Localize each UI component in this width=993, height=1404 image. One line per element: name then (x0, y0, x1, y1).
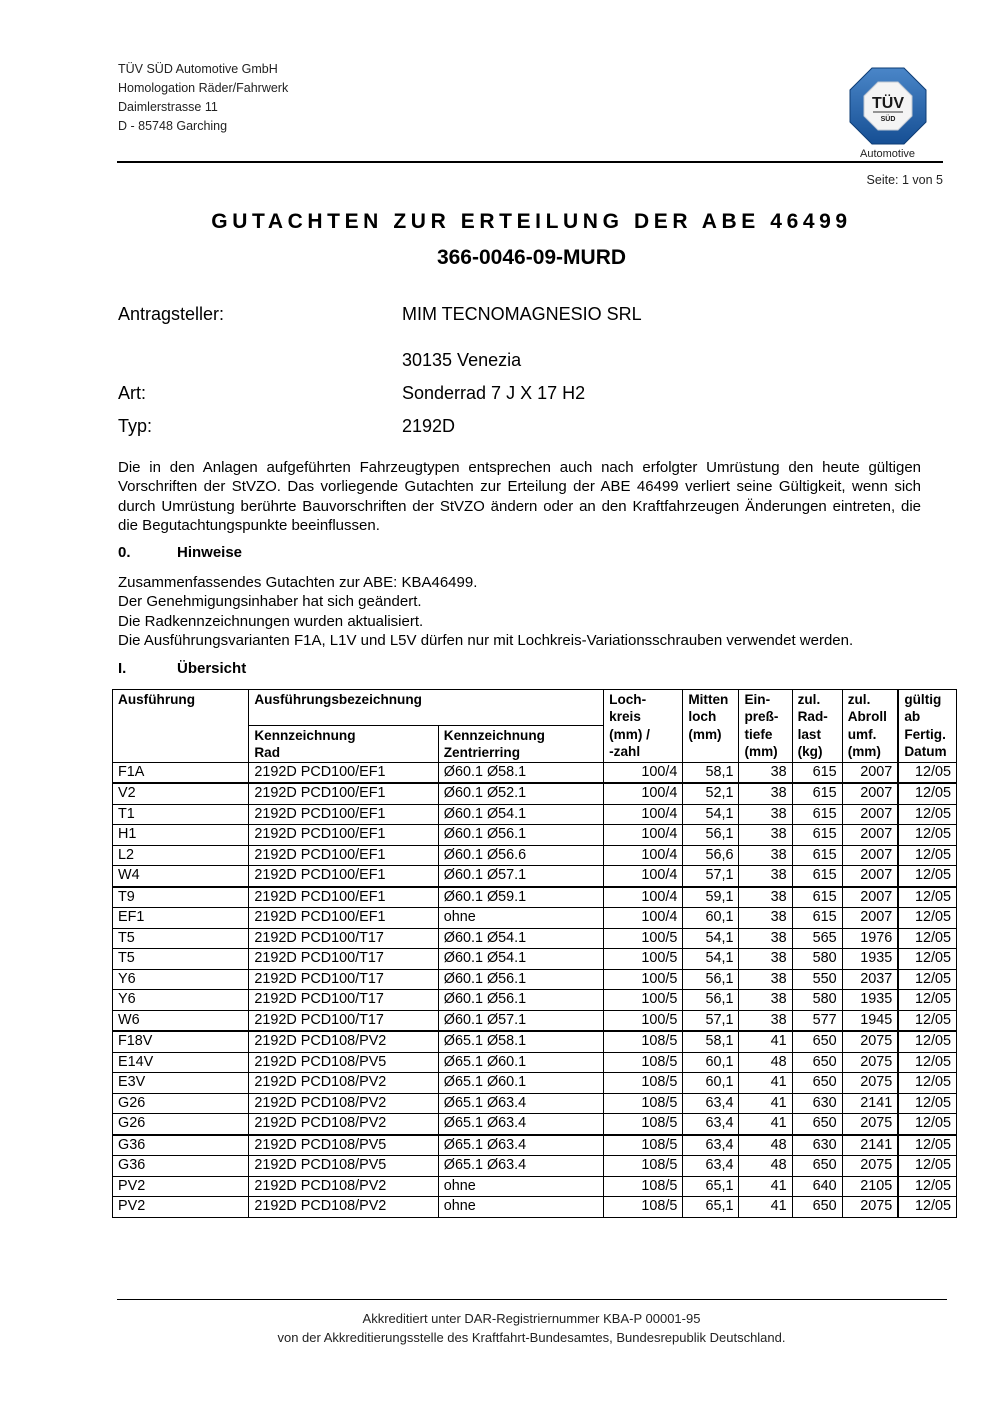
cell-mittenloch: 59,1 (683, 887, 739, 908)
cell-radlast: 615 (792, 783, 842, 804)
section-title: Hinweise (177, 544, 243, 561)
cell-gueltig-ab: 12/05 (898, 928, 956, 949)
cell-gueltig-ab: 12/05 (898, 783, 956, 804)
logo-text-tuv: TÜV (872, 95, 904, 112)
header-mittenloch: Mitten loch (mm) (683, 690, 739, 763)
table-row (113, 1114, 957, 1135)
cell-kennzeichnung-rad: 2192D PCD108/PV5 (249, 1052, 438, 1073)
art-label: Art: (118, 383, 147, 403)
cell-gueltig-ab: 12/05 (898, 1052, 956, 1073)
cell-abrollumfang: 2007 (842, 783, 898, 804)
cell-lochkreis: 100/4 (604, 908, 683, 929)
cell-radlast: 650 (792, 1031, 842, 1052)
cell-einpresstiefe: 38 (739, 908, 792, 929)
cell-zentrierring: ohne (438, 908, 603, 929)
cell-gueltig-ab: 12/05 (898, 1197, 956, 1218)
cell-abrollumfang: 2075 (842, 1156, 898, 1177)
cell-zentrierring: Ø60.1 Ø54.1 (438, 928, 603, 949)
section-heading-uebersicht (118, 660, 246, 677)
cell-einpresstiefe: 48 (739, 1052, 792, 1073)
cell-lochkreis: 108/5 (604, 1052, 683, 1073)
cell-radlast: 580 (792, 990, 842, 1011)
cell-abrollumfang: 2007 (842, 825, 898, 846)
cell-lochkreis: 108/5 (604, 1114, 683, 1135)
header-gueltig: gültig ab Fertig. Datum (898, 690, 956, 763)
cell-lochkreis: 100/4 (604, 845, 683, 866)
cell-mittenloch: 60,1 (683, 908, 739, 929)
cell-lochkreis: 100/4 (604, 762, 683, 783)
table-row (113, 969, 957, 990)
cell-zentrierring: Ø60.1 Ø52.1 (438, 783, 603, 804)
cell-ausfuehrung: E3V (113, 1073, 249, 1094)
cell-zentrierring: Ø65.1 Ø63.4 (438, 1114, 603, 1135)
section-number: I. (118, 660, 127, 677)
cell-gueltig-ab: 12/05 (898, 1156, 956, 1177)
cell-gueltig-ab: 12/05 (898, 845, 956, 866)
cell-abrollumfang: 2075 (842, 1073, 898, 1094)
table-row (113, 1010, 957, 1031)
cell-zentrierring: Ø65.1 Ø60.1 (438, 1052, 603, 1073)
footer (0, 1309, 993, 1347)
cell-mittenloch: 56,1 (683, 825, 739, 846)
table-row (113, 908, 957, 929)
cell-radlast: 615 (792, 908, 842, 929)
header-einpresstiefe: Ein- preß- tiefe (mm) (739, 690, 792, 763)
cell-abrollumfang: 2007 (842, 762, 898, 783)
applicant-city: 30135 Venezia (402, 350, 522, 370)
cell-kennzeichnung-rad: 2192D PCD108/PV5 (249, 1156, 438, 1177)
cell-kennzeichnung-rad: 2192D PCD100/T17 (249, 990, 438, 1011)
cell-ausfuehrung: F1A (113, 762, 249, 783)
table-row (113, 825, 957, 846)
logo-caption: Automotive (860, 148, 916, 160)
cell-radlast: 577 (792, 1010, 842, 1031)
section-heading-hinweise (118, 544, 242, 561)
cell-ausfuehrung: T1 (113, 804, 249, 825)
tuv-sud-logo-icon (848, 66, 928, 146)
cell-abrollumfang: 1945 (842, 1010, 898, 1031)
cell-gueltig-ab: 12/05 (898, 825, 956, 846)
typ-label: Typ: (118, 416, 153, 436)
cell-radlast: 650 (792, 1052, 842, 1073)
cell-einpresstiefe: 38 (739, 1010, 792, 1031)
cell-mittenloch: 54,1 (683, 928, 739, 949)
cell-einpresstiefe: 41 (739, 1093, 792, 1114)
cell-einpresstiefe: 38 (739, 969, 792, 990)
cell-mittenloch: 60,1 (683, 1073, 739, 1094)
section-number: 0. (118, 544, 131, 561)
cell-radlast: 615 (792, 762, 842, 783)
cell-zentrierring: Ø60.1 Ø57.1 (438, 866, 603, 887)
cell-zentrierring: Ø60.1 Ø58.1 (438, 762, 603, 783)
cell-einpresstiefe: 38 (739, 949, 792, 970)
cell-einpresstiefe: 38 (739, 887, 792, 908)
cell-lochkreis: 108/5 (604, 1176, 683, 1197)
header-ausfuehrung: Ausführung (113, 690, 249, 763)
cell-gueltig-ab: 12/05 (898, 949, 956, 970)
cell-abrollumfang: 2141 (842, 1093, 898, 1114)
cell-abrollumfang: 2075 (842, 1197, 898, 1218)
cell-lochkreis: 100/4 (604, 887, 683, 908)
cell-zentrierring: Ø60.1 Ø57.1 (438, 1010, 603, 1031)
cell-einpresstiefe: 38 (739, 804, 792, 825)
cell-abrollumfang: 2075 (842, 1052, 898, 1073)
cell-kennzeichnung-rad: 2192D PCD108/PV2 (249, 1176, 438, 1197)
cell-radlast: 650 (792, 1114, 842, 1135)
note-item: Die Radkennzeichnungen wurden aktualisiert. (118, 612, 424, 630)
note-item: Der Genehmigungsinhaber hat sich geändert. (118, 593, 422, 611)
cell-ausfuehrung: EF1 (113, 908, 249, 929)
cell-radlast: 650 (792, 1197, 842, 1218)
document-title: GUTACHTEN ZUR ERTEILUNG DER ABE 46499 (211, 210, 852, 233)
cell-ausfuehrung: W6 (113, 1010, 249, 1031)
cell-abrollumfang: 2007 (842, 804, 898, 825)
table-row (113, 866, 957, 887)
cell-kennzeichnung-rad: 2192D PCD108/PV2 (249, 1197, 438, 1218)
cell-kennzeichnung-rad: 2192D PCD100/T17 (249, 1010, 438, 1031)
cell-abrollumfang: 2007 (842, 866, 898, 887)
cell-kennzeichnung-rad: 2192D PCD108/PV2 (249, 1114, 438, 1135)
cell-einpresstiefe: 38 (739, 866, 792, 887)
cell-gueltig-ab: 12/05 (898, 1073, 956, 1094)
cell-abrollumfang: 1935 (842, 990, 898, 1011)
cell-mittenloch: 54,1 (683, 949, 739, 970)
cell-gueltig-ab: 12/05 (898, 1031, 956, 1052)
cell-ausfuehrung: H1 (113, 825, 249, 846)
cell-einpresstiefe: 38 (739, 928, 792, 949)
cell-lochkreis: 108/5 (604, 1073, 683, 1094)
cell-kennzeichnung-rad: 2192D PCD108/PV5 (249, 1135, 438, 1156)
cell-einpresstiefe: 38 (739, 762, 792, 783)
cell-ausfuehrung: PV2 (113, 1197, 249, 1218)
cell-ausfuehrung: V2 (113, 783, 249, 804)
cell-lochkreis: 100/4 (604, 825, 683, 846)
cell-kennzeichnung-rad: 2192D PCD100/EF1 (249, 825, 438, 846)
cell-mittenloch: 60,1 (683, 1052, 739, 1073)
cell-lochkreis: 100/4 (604, 804, 683, 825)
cell-lochkreis: 100/5 (604, 928, 683, 949)
note-item: Zusammenfassendes Gutachten zur ABE: KBA46499. (118, 574, 478, 591)
cell-ausfuehrung: F18V (113, 1031, 249, 1052)
cell-ausfuehrung: T9 (113, 887, 249, 908)
logo-text-sud: SÜD (880, 116, 896, 123)
cell-radlast: 615 (792, 845, 842, 866)
table-row (113, 990, 957, 1011)
table-row (113, 804, 957, 825)
intro-paragraph: Die in den Anlagen aufgeführten Fahrzeugtypen entsprechen auch nach erfolgter Umrüstung den heute gültigen Vorschriften der StVZO. Das vorliegende Gutachten zur Erteilung der ABE 46499 verliert seine Gültigkeit, wenn sich durch Umrüstung berührte Bauvorschriften der StVZO ändern oder an den Kraftfahrzeugen Änderungen eintreten, die die Begutachtungspunkte beeinflussen. (118, 459, 921, 534)
cell-gueltig-ab: 12/05 (898, 887, 956, 908)
cell-einpresstiefe: 38 (739, 990, 792, 1011)
cell-abrollumfang: 2141 (842, 1135, 898, 1156)
cell-ausfuehrung: G26 (113, 1093, 249, 1114)
table-row (113, 1176, 957, 1197)
cell-lochkreis: 108/5 (604, 1197, 683, 1218)
cell-zentrierring: ohne (438, 1197, 603, 1218)
cell-zentrierring: Ø60.1 Ø59.1 (438, 887, 603, 908)
header-abrollumfang: zul. Abroll umf. (mm) (842, 690, 898, 763)
table-header-row (113, 690, 957, 726)
cell-zentrierring: Ø60.1 Ø54.1 (438, 804, 603, 825)
table-row (113, 845, 957, 866)
cell-abrollumfang: 1976 (842, 928, 898, 949)
cell-mittenloch: 65,1 (683, 1197, 739, 1218)
table-row (113, 1031, 957, 1052)
cell-gueltig-ab: 12/05 (898, 762, 956, 783)
cell-mittenloch: 52,1 (683, 783, 739, 804)
cell-radlast: 650 (792, 1073, 842, 1094)
cell-mittenloch: 56,1 (683, 969, 739, 990)
cell-gueltig-ab: 12/05 (898, 1093, 956, 1114)
cell-ausfuehrung: G26 (113, 1114, 249, 1135)
table-row (113, 1197, 957, 1218)
cell-gueltig-ab: 12/05 (898, 1010, 956, 1031)
cell-einpresstiefe: 41 (739, 1176, 792, 1197)
applicant-label: Antragsteller: (118, 304, 225, 324)
cell-mittenloch: 57,1 (683, 1010, 739, 1031)
art-value: Sonderrad 7 J X 17 H2 (402, 383, 586, 403)
cell-einpresstiefe: 41 (739, 1073, 792, 1094)
cell-kennzeichnung-rad: 2192D PCD100/EF1 (249, 866, 438, 887)
cell-kennzeichnung-rad: 2192D PCD100/EF1 (249, 845, 438, 866)
cell-kennzeichnung-rad: 2192D PCD108/PV2 (249, 1093, 438, 1114)
cell-ausfuehrung: L2 (113, 845, 249, 866)
cell-radlast: 615 (792, 866, 842, 887)
cell-zentrierring: Ø65.1 Ø63.4 (438, 1135, 603, 1156)
cell-ausfuehrung: T5 (113, 949, 249, 970)
cell-mittenloch: 58,1 (683, 1031, 739, 1052)
cell-einpresstiefe: 48 (739, 1135, 792, 1156)
cell-lochkreis: 100/5 (604, 949, 683, 970)
footer-line: von der Akkreditierungsstelle des Kraftfahrt-Bundesamtes, Bundesrepublik Deutschland. (277, 1330, 786, 1345)
table-body (113, 762, 957, 1217)
cell-zentrierring: Ø60.1 Ø56.6 (438, 845, 603, 866)
cell-ausfuehrung: T5 (113, 928, 249, 949)
footer-divider (117, 1299, 947, 1300)
table-row (113, 1135, 957, 1156)
page-number: Seite: 1 von 5 (866, 173, 943, 187)
table-row (113, 783, 957, 804)
cell-mittenloch: 56,6 (683, 845, 739, 866)
cell-gueltig-ab: 12/05 (898, 1135, 956, 1156)
cell-zentrierring: Ø65.1 Ø60.1 (438, 1073, 603, 1094)
table-row (113, 1156, 957, 1177)
cell-lochkreis: 100/4 (604, 866, 683, 887)
cell-lochkreis: 108/5 (604, 1135, 683, 1156)
cell-mittenloch: 56,1 (683, 990, 739, 1011)
cell-radlast: 615 (792, 887, 842, 908)
footer-line: Akkreditiert unter DAR-Registriernummer KBA-P 00001-95 (362, 1311, 701, 1326)
cell-mittenloch: 65,1 (683, 1176, 739, 1197)
cell-zentrierring: Ø60.1 Ø56.1 (438, 969, 603, 990)
document-number: 366-0046-09-MURD (436, 246, 627, 269)
sender-address (118, 60, 288, 136)
cell-radlast: 615 (792, 825, 842, 846)
cell-zentrierring: Ø60.1 Ø56.1 (438, 825, 603, 846)
cell-radlast: 615 (792, 804, 842, 825)
cell-mittenloch: 63,4 (683, 1156, 739, 1177)
header-divider (117, 161, 943, 163)
cell-ausfuehrung: Y6 (113, 990, 249, 1011)
cell-radlast: 550 (792, 969, 842, 990)
cell-lochkreis: 100/4 (604, 783, 683, 804)
cell-abrollumfang: 2075 (842, 1031, 898, 1052)
header-bezeichnung: Ausführungsbezeichnung (249, 690, 604, 726)
cell-abrollumfang: 2037 (842, 969, 898, 990)
cell-einpresstiefe: 41 (739, 1197, 792, 1218)
cell-kennzeichnung-rad: 2192D PCD100/EF1 (249, 887, 438, 908)
cell-lochkreis: 100/5 (604, 990, 683, 1011)
cell-radlast: 650 (792, 1156, 842, 1177)
cell-lochkreis: 100/5 (604, 969, 683, 990)
cell-zentrierring: Ø60.1 Ø56.1 (438, 990, 603, 1011)
cell-kennzeichnung-rad: 2192D PCD108/PV2 (249, 1031, 438, 1052)
cell-radlast: 630 (792, 1135, 842, 1156)
cell-ausfuehrung: PV2 (113, 1176, 249, 1197)
cell-gueltig-ab: 12/05 (898, 804, 956, 825)
table-row (113, 1093, 957, 1114)
table-row (113, 887, 957, 908)
cell-abrollumfang: 1935 (842, 949, 898, 970)
table-row (113, 949, 957, 970)
note-item: Die Ausführungsvarianten F1A, L1V und L5V dürfen nur mit Lochkreis-Variationsschrauben verwendet werden. (118, 631, 854, 649)
cell-mittenloch: 63,4 (683, 1114, 739, 1135)
cell-einpresstiefe: 48 (739, 1156, 792, 1177)
cell-einpresstiefe: 38 (739, 825, 792, 846)
cell-abrollumfang: 2075 (842, 1114, 898, 1135)
cell-kennzeichnung-rad: 2192D PCD100/T17 (249, 969, 438, 990)
cell-radlast: 640 (792, 1176, 842, 1197)
cell-zentrierring: Ø65.1 Ø58.1 (438, 1031, 603, 1052)
cell-radlast: 630 (792, 1093, 842, 1114)
table-row (113, 1073, 957, 1094)
cell-gueltig-ab: 12/05 (898, 990, 956, 1011)
cell-lochkreis: 100/5 (604, 1010, 683, 1031)
address-line: Daimlerstrasse 11 (118, 100, 218, 114)
cell-einpresstiefe: 41 (739, 1031, 792, 1052)
cell-zentrierring: ohne (438, 1176, 603, 1197)
cell-abrollumfang: 2007 (842, 845, 898, 866)
table-row (113, 762, 957, 783)
cell-mittenloch: 58,1 (683, 762, 739, 783)
cell-abrollumfang: 2007 (842, 908, 898, 929)
cell-ausfuehrung: G36 (113, 1135, 249, 1156)
cell-kennzeichnung-rad: 2192D PCD100/EF1 (249, 783, 438, 804)
cell-einpresstiefe: 38 (739, 783, 792, 804)
cell-ausfuehrung: E14V (113, 1052, 249, 1073)
cell-ausfuehrung: W4 (113, 866, 249, 887)
address-line: D - 85748 Garching (118, 119, 228, 133)
cell-kennzeichnung-rad: 2192D PCD100/EF1 (249, 804, 438, 825)
cell-einpresstiefe: 38 (739, 845, 792, 866)
cell-mittenloch: 63,4 (683, 1093, 739, 1114)
typ-value: 2192D (402, 416, 456, 436)
cell-gueltig-ab: 12/05 (898, 908, 956, 929)
cell-lochkreis: 108/5 (604, 1093, 683, 1114)
cell-gueltig-ab: 12/05 (898, 1114, 956, 1135)
overview-table (112, 689, 957, 1218)
cell-kennzeichnung-rad: 2192D PCD100/EF1 (249, 762, 438, 783)
cell-gueltig-ab: 12/05 (898, 969, 956, 990)
cell-abrollumfang: 2105 (842, 1176, 898, 1197)
cell-gueltig-ab: 12/05 (898, 866, 956, 887)
cell-einpresstiefe: 41 (739, 1114, 792, 1135)
notes-list (118, 573, 853, 650)
cell-kennzeichnung-rad: 2192D PCD100/T17 (249, 928, 438, 949)
cell-zentrierring: Ø65.1 Ø63.4 (438, 1156, 603, 1177)
cell-mittenloch: 57,1 (683, 866, 739, 887)
cell-kennzeichnung-rad: 2192D PCD108/PV2 (249, 1073, 438, 1094)
cell-abrollumfang: 2007 (842, 887, 898, 908)
header-lochkreis: Loch- kreis (mm) / -zahl (604, 690, 683, 763)
cell-ausfuehrung: G36 (113, 1156, 249, 1177)
address-line: TÜV SÜD Automotive GmbH (118, 62, 278, 76)
cell-mittenloch: 54,1 (683, 804, 739, 825)
cell-lochkreis: 108/5 (604, 1031, 683, 1052)
cell-mittenloch: 63,4 (683, 1135, 739, 1156)
cell-zentrierring: Ø60.1 Ø54.1 (438, 949, 603, 970)
cell-kennzeichnung-rad: 2192D PCD100/T17 (249, 949, 438, 970)
cell-zentrierring: Ø65.1 Ø63.4 (438, 1093, 603, 1114)
cell-radlast: 580 (792, 949, 842, 970)
applicant-value: MIM TECNOMAGNESIO SRL (402, 304, 642, 324)
section-title: Übersicht (177, 660, 247, 677)
address-line: Homologation Räder/Fahrwerk (118, 81, 289, 95)
header-kennzeichnung-zentrierring: Kennzeichnung Zentrierring (438, 726, 603, 763)
header-kennzeichnung-rad: Kennzeichnung Rad (249, 726, 438, 763)
table-row (113, 1052, 957, 1073)
cell-lochkreis: 108/5 (604, 1156, 683, 1177)
cell-gueltig-ab: 12/05 (898, 1176, 956, 1197)
cell-ausfuehrung: Y6 (113, 969, 249, 990)
cell-kennzeichnung-rad: 2192D PCD100/EF1 (249, 908, 438, 929)
table-row (113, 928, 957, 949)
header-radlast: zul. Rad- last (kg) (792, 690, 842, 763)
cell-radlast: 565 (792, 928, 842, 949)
